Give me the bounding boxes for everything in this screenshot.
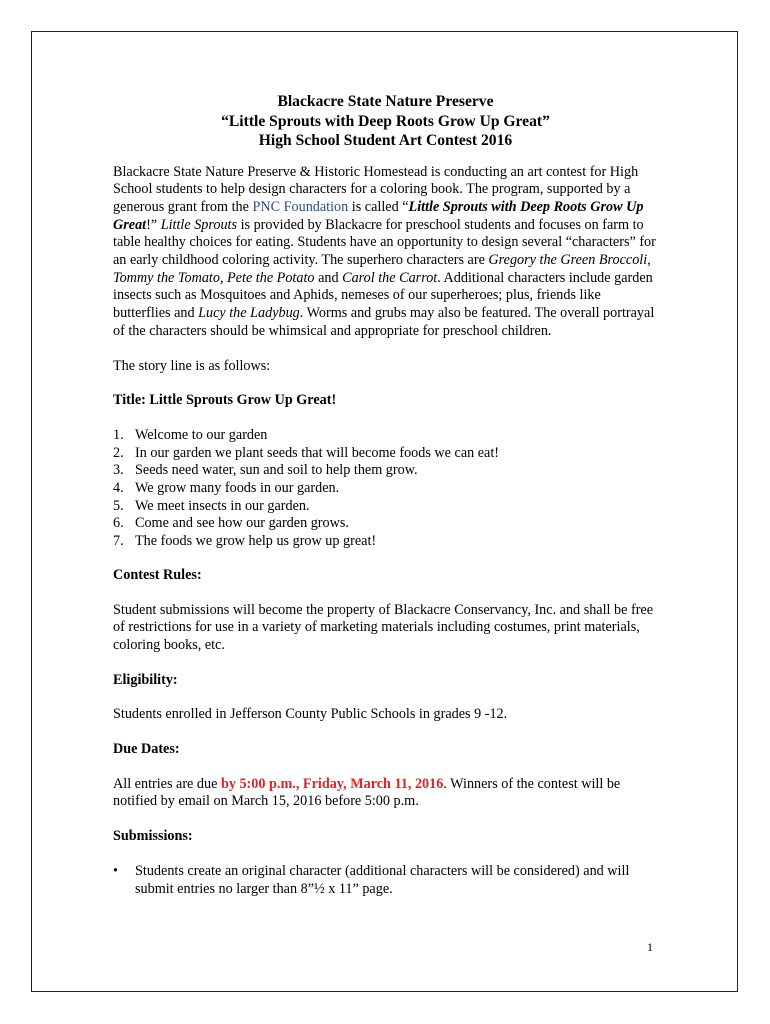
list-item bbox=[113, 445, 658, 463]
list-item bbox=[113, 515, 658, 533]
intro-text: is provided by Blackacre for preschool students and focuses on farm to table healthy choices for eating. Students have an opportunity to design several “characters” for an early childhood coloring activity. The superhero characters are bbox=[113, 216, 656, 269]
due-dates-paragraph bbox=[113, 776, 658, 811]
list-text: We meet insects in our garden. bbox=[135, 497, 310, 514]
list-number: 3. bbox=[113, 462, 124, 479]
due-text: All entries are due bbox=[113, 775, 221, 792]
list-item bbox=[113, 462, 658, 480]
list-item bbox=[113, 533, 658, 551]
intro-text: Blackacre State Nature Preserve & Historic Homestead is conducting an art contest for High School students to help design characters for a coloring book. The program, supported by a generous grant from the bbox=[113, 163, 639, 215]
intro-paragraph bbox=[113, 164, 658, 341]
deadline-text: by 5:00 p.m., Friday, March 11, 2016 bbox=[220, 775, 444, 792]
list-number: 6. bbox=[113, 515, 124, 532]
list-item bbox=[113, 498, 658, 516]
eligibility-paragraph: Students enrolled in Jefferson County Public Schools in grades 9 -12. bbox=[113, 706, 508, 723]
bullet-icon: • bbox=[113, 862, 118, 879]
intro-text: !” bbox=[146, 216, 161, 233]
page-number: 1 bbox=[647, 940, 653, 954]
list-text: Welcome to our garden bbox=[135, 426, 268, 443]
story-list bbox=[113, 427, 658, 551]
title-line-1: Blackacre State Nature Preserve bbox=[277, 93, 494, 110]
intro-text: and bbox=[314, 269, 343, 286]
list-text: In our garden we plant seeds that will become foods we can eat! bbox=[135, 444, 500, 461]
list-item bbox=[113, 427, 658, 445]
list-text: The foods we grow help us grow up great! bbox=[135, 533, 377, 550]
superhero-names: Gregory the Green Broccoli, Tommy the Tomato, Pete the Potato bbox=[113, 252, 651, 286]
due-text: . Winners of the contest will be notified by email on March 15, 2016 before 5:00 p.m. bbox=[113, 775, 621, 810]
list-item bbox=[113, 863, 658, 898]
list-number: 5. bbox=[113, 497, 124, 514]
list-number: 2. bbox=[113, 444, 124, 461]
list-text: We grow many foods in our garden. bbox=[135, 480, 340, 497]
carol-name: Carol the Carrot bbox=[342, 269, 438, 286]
list-text: Students create an original character (additional characters will be considered) and will submit entries no larger than 8”½ x 11” page. bbox=[135, 862, 630, 897]
story-intro: The story line is as follows: bbox=[113, 357, 271, 374]
intro-text: is called “ bbox=[348, 198, 409, 215]
story-title: Title: Little Sprouts Grow Up Great! bbox=[113, 392, 337, 409]
submissions-list bbox=[113, 863, 658, 898]
list-number: 4. bbox=[113, 480, 124, 497]
pnc-foundation-link[interactable]: PNC Foundation bbox=[252, 198, 349, 215]
lucy-name: Lucy the Ladybug bbox=[198, 305, 300, 322]
document-body bbox=[113, 92, 658, 898]
rules-paragraph: Student submissions will become the property of Blackacre Conservancy, Inc. and shall be free of restrictions for use in a variety of marketing materials including costumes, print materials, coloring books, etc. bbox=[113, 601, 654, 653]
list-number: 1. bbox=[113, 426, 124, 443]
little-sprouts-name: Little Sprouts bbox=[160, 216, 238, 233]
eligibility-heading: Eligibility: bbox=[113, 671, 178, 688]
intro-text: . Additional characters include garden insects such as Mosquitoes and Aphids, nemeses of our superheroes; plus, friends like butterflies and bbox=[113, 269, 653, 322]
program-name: Little Sprouts with Deep Roots Grow Up Great bbox=[113, 198, 644, 233]
list-number: 7. bbox=[113, 533, 124, 550]
submissions-heading: Submissions: bbox=[113, 828, 193, 845]
list-item bbox=[113, 480, 658, 498]
list-text: Come and see how our garden grows. bbox=[135, 515, 349, 532]
due-dates-heading: Due Dates: bbox=[113, 741, 180, 758]
list-text: Seeds need water, sun and soil to help them grow. bbox=[135, 462, 418, 479]
title-line-3: High School Student Art Contest 2016 bbox=[258, 132, 513, 149]
rules-heading: Contest Rules: bbox=[113, 566, 202, 583]
title-line-2: “Little Sprouts with Deep Roots Grow Up Great” bbox=[221, 112, 550, 130]
document-title bbox=[113, 92, 658, 151]
intro-text: . Worms and grubs may also be featured. The overall portrayal of the characters should be whimsical and appropriate for preschool children. bbox=[113, 305, 655, 339]
